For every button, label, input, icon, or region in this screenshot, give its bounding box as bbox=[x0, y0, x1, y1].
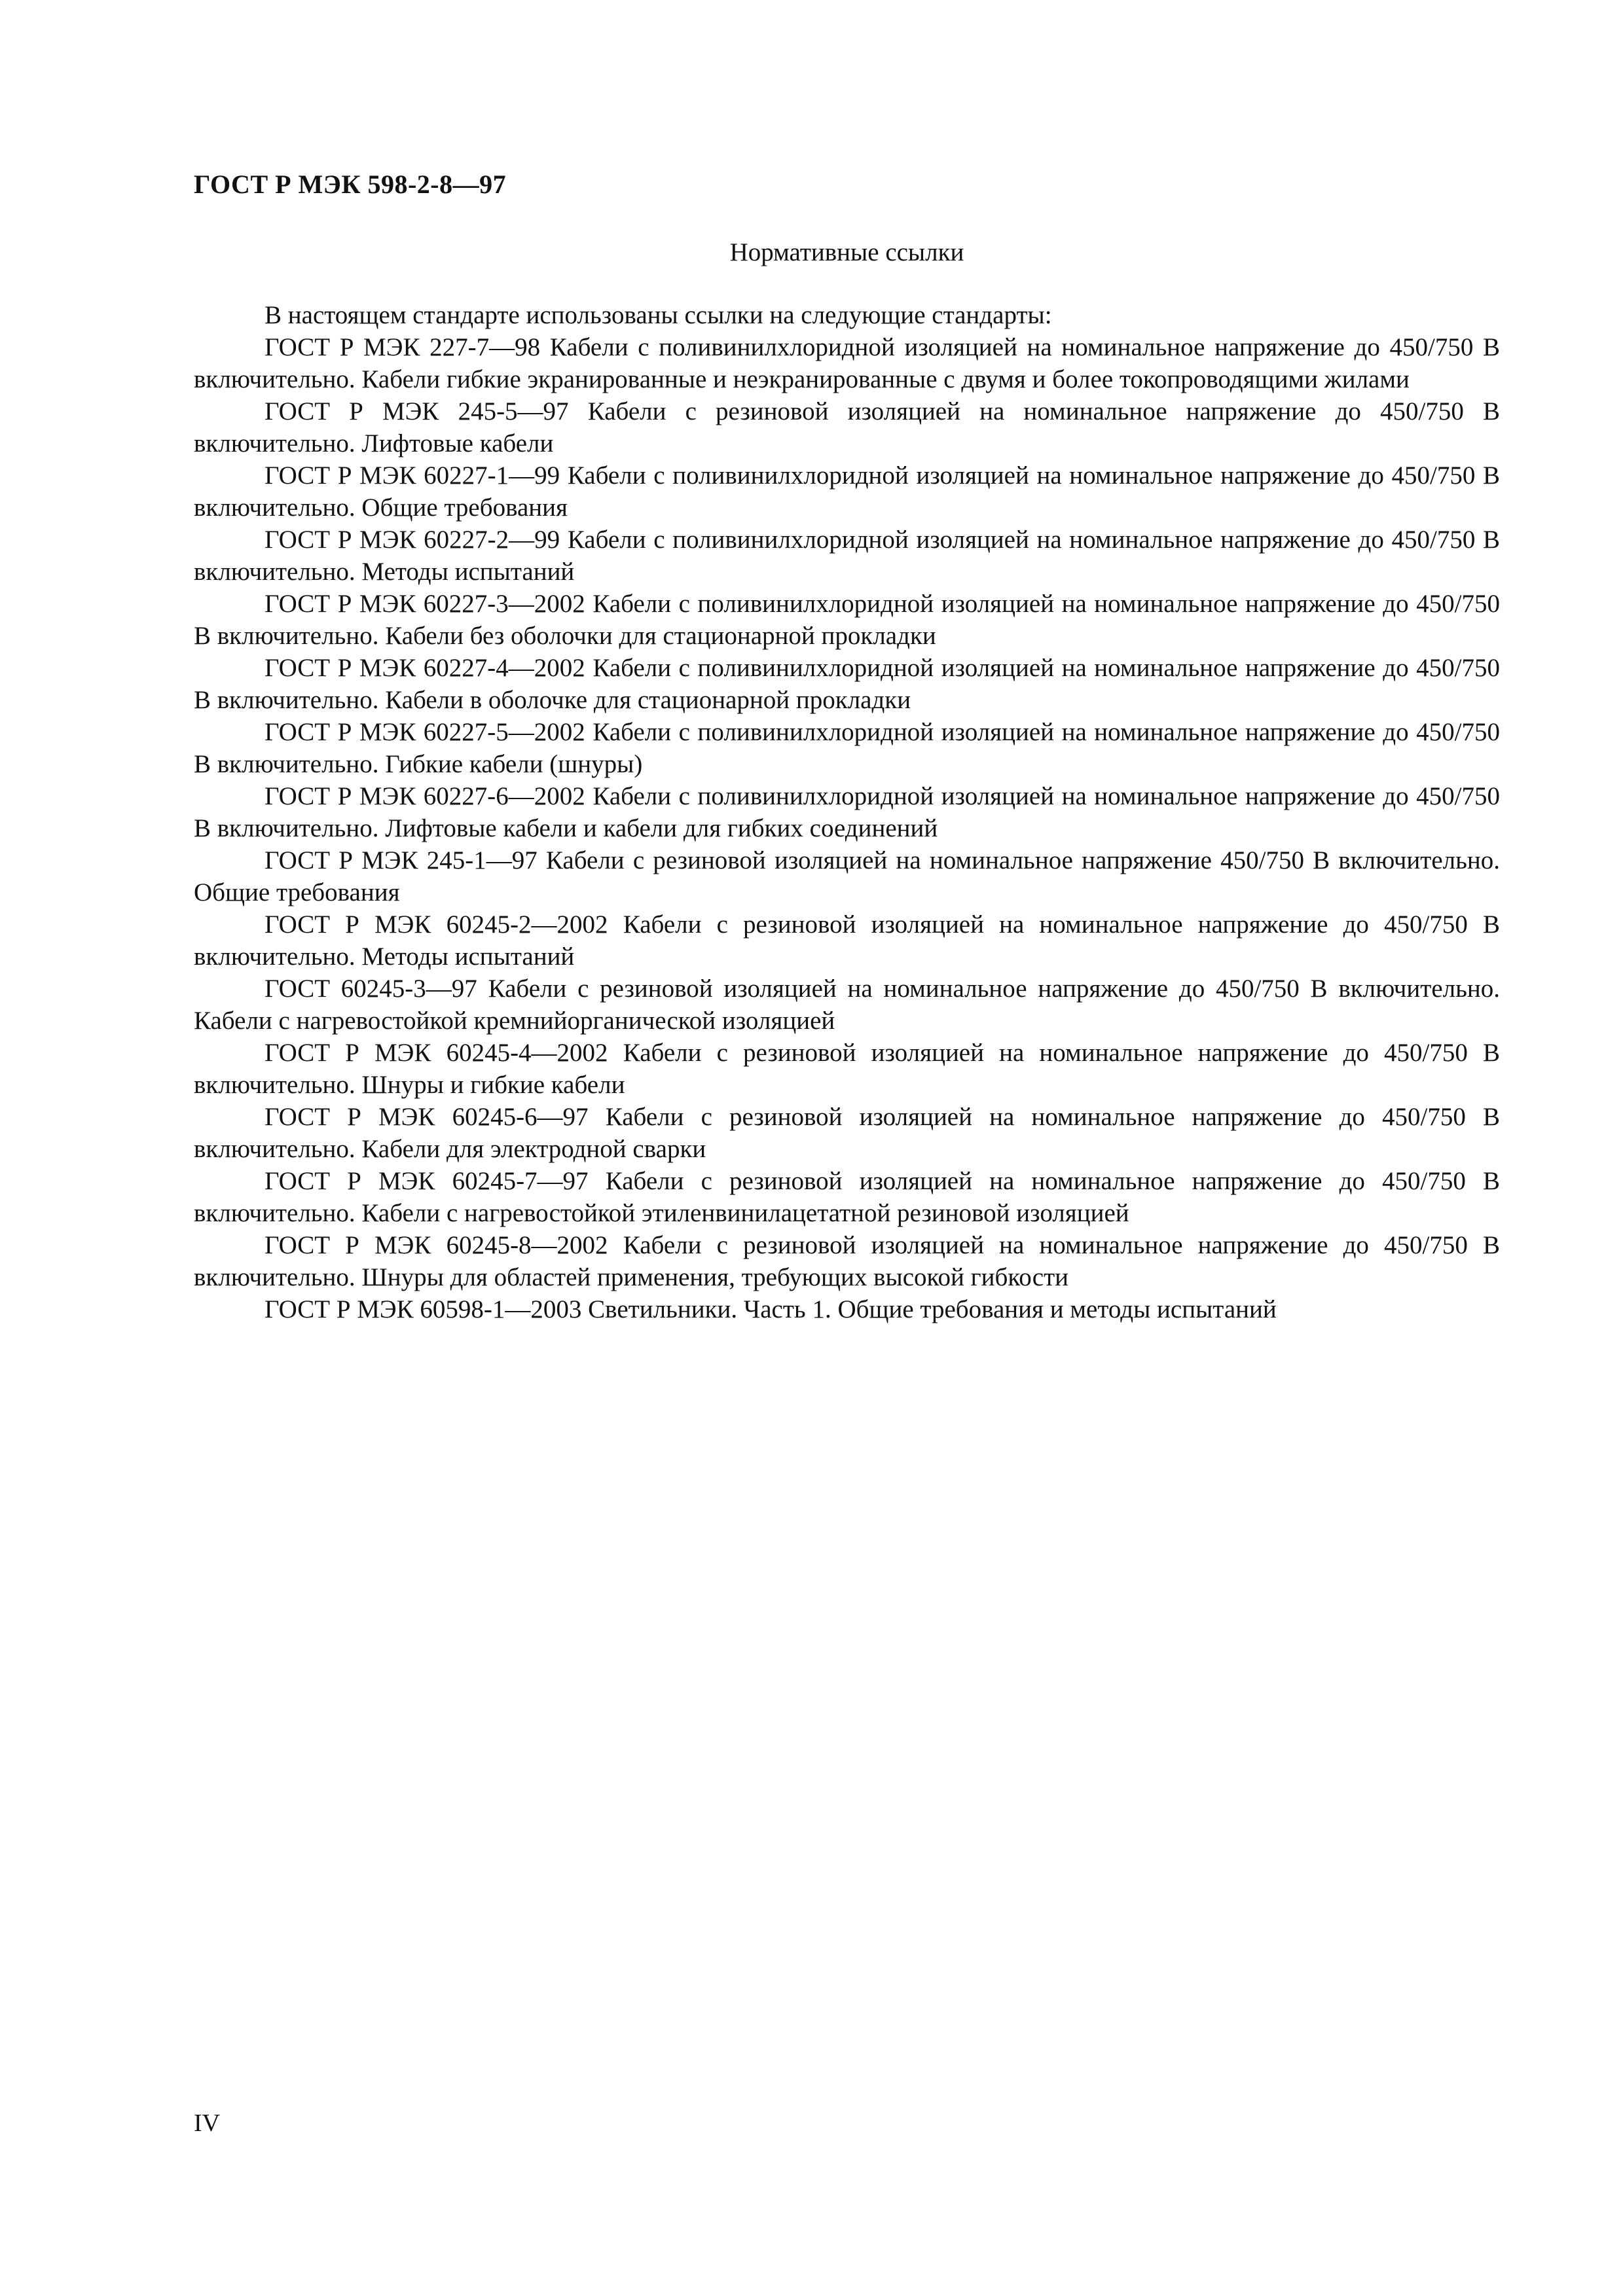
reference-code: ГОСТ Р МЭК 60227-2—99 bbox=[264, 526, 560, 554]
reference-code: ГОСТ Р МЭК 60227-3—2002 bbox=[264, 590, 585, 618]
reference-text: Кабели с резиновой изоляцией на номинальное напряжение до 450/750 В включительно. Кабели с нагревостойкой кремнийорганической изоляцией bbox=[194, 975, 1501, 1035]
reference-code: ГОСТ Р МЭК 60245-7—97 bbox=[264, 1167, 589, 1195]
reference-text: Кабели с резиновой изоляцией на номинальное напряжение до 450/750 В включительно. Шнуры для областей применения, требующих высокой гибкости bbox=[194, 1231, 1501, 1291]
reference-item bbox=[194, 524, 1500, 588]
reference-code: ГОСТ Р МЭК 227-7—98 bbox=[264, 333, 541, 361]
reference-code: ГОСТ Р МЭК 60245-2—2002 bbox=[264, 910, 608, 939]
reference-code: ГОСТ Р МЭК 60227-6—2002 bbox=[264, 782, 585, 810]
reference-text: Кабели с резиновой изоляцией на номинальное напряжение до 450/750 В включительно. Кабели с нагревостойкой этиленвинилацетатной резиновой изоляцией bbox=[194, 1167, 1501, 1227]
reference-code: ГОСТ Р МЭК 60598-1—2003 bbox=[264, 1295, 582, 1323]
reference-code: ГОСТ Р МЭК 60227-5—2002 bbox=[264, 718, 585, 746]
reference-item bbox=[194, 1165, 1500, 1229]
references-section bbox=[194, 299, 1500, 1325]
reference-item bbox=[194, 652, 1500, 716]
reference-text: Кабели с поливинилхлоридной изоляцией на номинальное напряжение до 450/750 В включительно. Кабели в оболочке для стационарной прокладки bbox=[194, 654, 1500, 714]
reference-code: ГОСТ Р МЭК 60245-8—2002 bbox=[264, 1231, 608, 1259]
reference-item bbox=[194, 1101, 1500, 1165]
reference-text: Кабели с резиновой изоляцией на номинальное напряжение до 450/750 В включительно. Кабели для электродной сварки bbox=[194, 1103, 1501, 1163]
reference-code: ГОСТ Р МЭК 60245-6—97 bbox=[264, 1103, 589, 1131]
document-code: ГОСТ Р МЭК 598-2-8—97 bbox=[194, 170, 507, 199]
reference-item bbox=[194, 844, 1500, 908]
reference-item bbox=[194, 331, 1500, 395]
reference-text: Кабели с поливинилхлоридной изоляцией на номинальное напряжение до 450/750 В включительно. Общие требования bbox=[194, 461, 1500, 522]
reference-code: ГОСТ Р МЭК 60245-4—2002 bbox=[264, 1039, 608, 1067]
reference-item bbox=[194, 588, 1500, 652]
reference-text: Кабели с резиновой изоляцией на номинальное напряжение 450/750 В включительно. Общие требования bbox=[194, 846, 1500, 906]
reference-item bbox=[194, 1037, 1500, 1101]
reference-code: ГОСТ Р МЭК 245-5—97 bbox=[264, 397, 569, 425]
reference-text: Кабели с резиновой изоляцией на номинальное напряжение до 450/750 В включительно. Шнуры и гибкие кабели bbox=[194, 1039, 1501, 1099]
reference-text: Кабели с резиновой изоляцией на номинальное напряжение до 450/750 В включительно. Лифтовые кабели bbox=[194, 397, 1501, 457]
reference-text: Кабели с резиновой изоляцией на номинальное напряжение до 450/750 В включительно. Методы испытаний bbox=[194, 910, 1501, 971]
reference-text: Кабели с поливинилхлоридной изоляцией на номинальное напряжение до 450/750 В включительно. Кабели гибкие экранированные и неэкранированные с двумя и более токопроводящими жилами bbox=[194, 333, 1500, 393]
references-intro: В настоящем стандарте использованы ссылки на следующие стандарты: bbox=[264, 301, 1052, 329]
reference-code: ГОСТ Р МЭК 60227-4—2002 bbox=[264, 654, 585, 682]
reference-text: Светильники. Часть 1. Общие требования и методы испытаний bbox=[588, 1295, 1277, 1323]
reference-text: Кабели с поливинилхлоридной изоляцией на номинальное напряжение до 450/750 В включительно. Лифтовые кабели и кабели для гибких соединений bbox=[194, 782, 1500, 842]
reference-item bbox=[194, 395, 1500, 459]
reference-code: ГОСТ Р МЭК 245-1—97 bbox=[264, 846, 538, 874]
reference-item bbox=[194, 973, 1500, 1037]
reference-item bbox=[194, 1293, 1500, 1325]
reference-item bbox=[194, 716, 1500, 780]
reference-text: Кабели с поливинилхлоридной изоляцией на номинальное напряжение до 450/750 В включительно. Кабели без оболочки для стационарной прокладки bbox=[194, 590, 1500, 650]
section-title: Нормативные ссылки bbox=[729, 238, 964, 266]
reference-code: ГОСТ Р МЭК 60227-1—99 bbox=[264, 461, 560, 490]
reference-text: Кабели с поливинилхлоридной изоляцией на номинальное напряжение до 450/750 В включительно. Методы испытаний bbox=[194, 526, 1500, 586]
reference-text: Кабели с поливинилхлоридной изоляцией на номинальное напряжение до 450/750 В включительно. Гибкие кабели (шнуры) bbox=[194, 718, 1500, 778]
reference-item bbox=[194, 908, 1500, 973]
page-number: IV bbox=[194, 2109, 221, 2137]
reference-item bbox=[194, 780, 1500, 844]
reference-code: ГОСТ 60245-3—97 bbox=[264, 975, 477, 1003]
reference-item bbox=[194, 1229, 1500, 1293]
reference-item bbox=[194, 459, 1500, 524]
